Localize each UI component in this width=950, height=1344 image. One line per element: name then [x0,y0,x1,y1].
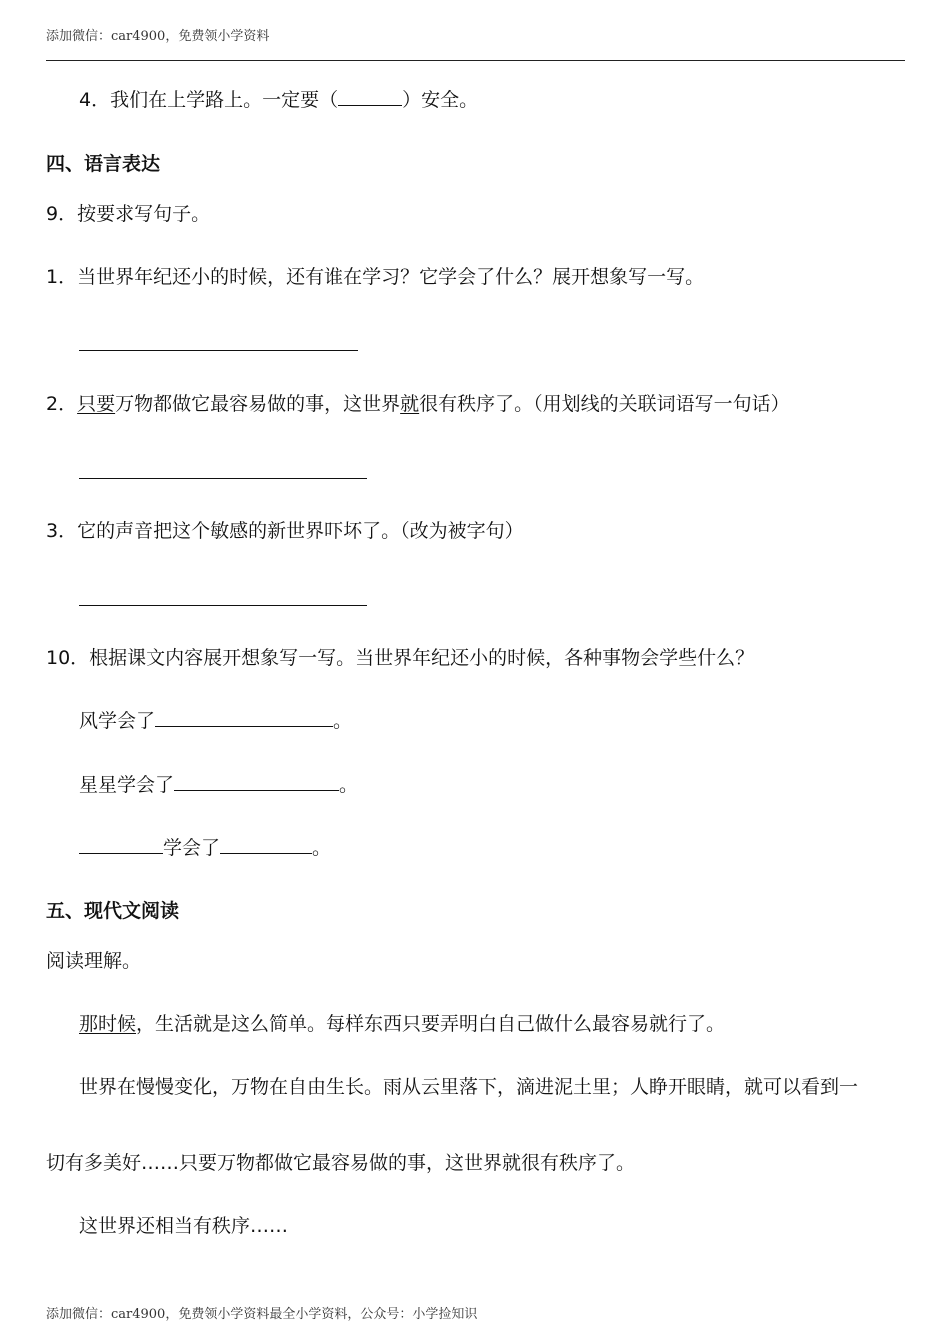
answer-blank[interactable] [79,835,163,854]
answer-line-9-2[interactable] [79,478,367,479]
paragraph-1-text: ，生活就是这么简单。每样东西只要弄明白自己做什么最容易就行了。 [136,1013,726,1035]
question-4-text-after: ）安全。 [402,89,479,111]
page-header: 添加微信：car4900，免费领小学资料 [46,29,270,44]
answer-line-9-3[interactable] [79,605,367,606]
question-10: 10．根据课文内容展开想象写一写。当世界年纪还小的时候，各种事物会学些什么？ [46,647,755,669]
passage-paragraph-2-line-1: 世界在慢慢变化，万物在自由生长。雨从云里落下，滴进泥土里；人睁开眼睛，就可以看到一 [79,1076,859,1098]
section-5-title: 五、现代文阅读 [46,900,180,922]
question-10-custom [79,835,331,861]
answer-blank[interactable] [220,835,312,854]
question-4-text-before: 4．我们在上学路上。一定要（ [79,89,339,111]
underlined-word: 只要 [77,393,116,415]
question-9-1: 1．当世界年纪还小的时候，还有谁在学习？它学会了什么？展开想象写一写。 [46,266,705,288]
page-footer: 添加微信：car4900，免费领小学资料最全小学资料，公众号：小学捡知识 [46,1307,478,1322]
question-9-3: 3．它的声音把这个敏感的新世界吓坏了。（改为被字句） [46,520,524,542]
question-9-2 [46,391,790,417]
question-9-2-number: 2． [46,393,78,415]
underlined-word: 那时候 [79,1013,137,1035]
section-4-title: 四、语言表达 [46,153,161,175]
wind-prompt: 风学会了 [79,710,156,732]
header-divider [46,60,905,61]
question-10-wind [79,708,352,734]
question-10-star [79,772,358,798]
star-prompt: 星星学会了 [79,774,175,796]
question-9: 9．按要求写句子。 [46,203,211,225]
custom-period: 。 [312,837,332,859]
underlined-word: 就 [400,393,420,415]
answer-blank[interactable] [155,708,333,727]
reading-instruction: 阅读理解。 [46,950,142,972]
passage-paragraph-1 [79,1011,725,1037]
wind-period: 。 [333,710,353,732]
answer-line-9-1[interactable] [79,350,358,351]
custom-prompt: 学会了 [163,837,221,859]
answer-blank[interactable] [174,772,339,791]
passage-paragraph-3: 这世界还相当有秩序…… [79,1215,289,1237]
question-9-2-middle: 万物都做它最容易做的事，这世界 [115,393,401,415]
passage-paragraph-2-line-2: 切有多美好……只要万物都做它最容易做的事，这世界就很有秩序了。 [46,1152,636,1174]
question-4 [79,87,478,113]
question-9-2-end: 很有秩序了。（用划线的关联词语写一句话） [419,393,790,415]
answer-blank[interactable] [338,87,402,106]
star-period: 。 [339,774,359,796]
